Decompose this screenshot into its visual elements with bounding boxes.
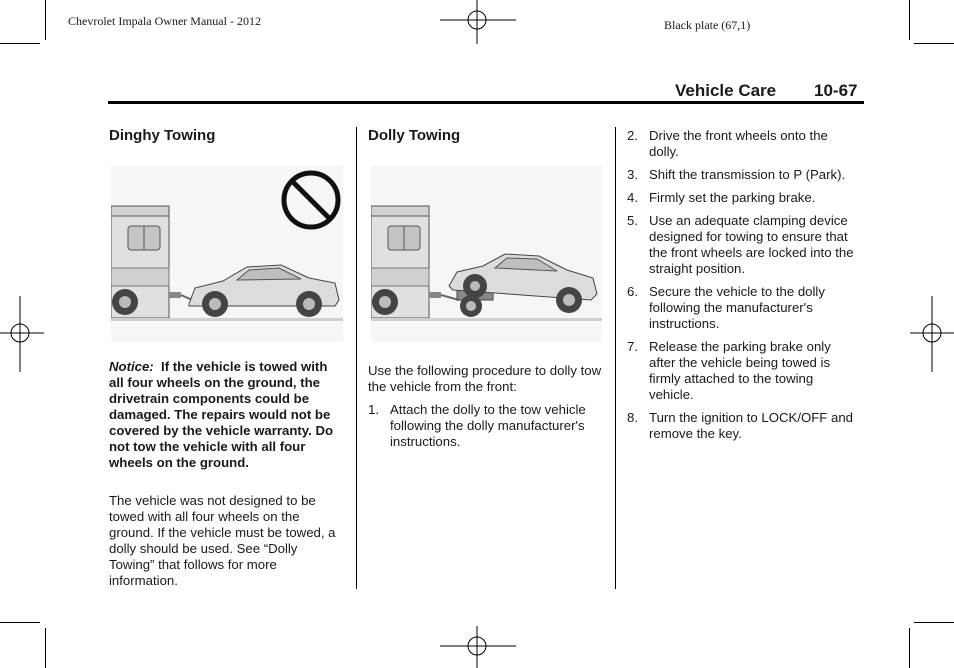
list-item bbox=[627, 410, 859, 442]
list-item-text: Use an adequate clamping device designed for towing to ensure that the front wheels are locked into the straight position. bbox=[649, 213, 854, 276]
crop-mark bbox=[0, 43, 40, 44]
column-divider bbox=[356, 127, 357, 589]
list-item-text: Secure the vehicle to the dolly following the manufacturer's instructions. bbox=[649, 284, 825, 331]
prohibition-icon bbox=[284, 173, 338, 227]
dinghy-towing-heading: Dinghy Towing bbox=[109, 127, 216, 144]
list-item-text: Shift the transmission to P (Park). bbox=[649, 167, 846, 182]
list-item bbox=[368, 402, 604, 450]
list-item-number: 4. bbox=[627, 190, 638, 205]
list-item-number: 2. bbox=[627, 128, 638, 143]
tow-vehicle-rv bbox=[371, 206, 441, 318]
dolly-intro-paragraph: Use the following procedure to dolly tow the vehicle from the front: bbox=[368, 363, 602, 394]
list-item-number: 7. bbox=[627, 339, 638, 354]
page-number: 10-67 bbox=[814, 81, 858, 100]
list-item bbox=[627, 190, 859, 206]
crop-mark bbox=[909, 628, 910, 668]
dolly-steps-list-1 bbox=[368, 402, 604, 457]
header-rule bbox=[108, 101, 864, 104]
notice-label: Notice: bbox=[109, 359, 154, 374]
list-item-number: 3. bbox=[627, 167, 638, 182]
running-header-left: Chevrolet Impala Owner Manual - 2012 bbox=[68, 14, 261, 28]
list-item bbox=[627, 128, 859, 160]
list-item-text: Drive the front wheels onto the dolly. bbox=[649, 128, 828, 159]
registration-mark-bottom bbox=[440, 626, 516, 668]
notice-paragraph bbox=[109, 359, 345, 471]
list-item bbox=[627, 284, 859, 332]
registration-mark-left bbox=[0, 296, 44, 372]
dinghy-towing-drawing bbox=[111, 166, 343, 342]
list-item-text: Firmly set the parking brake. bbox=[649, 190, 816, 205]
notice-text: If the vehicle is towed with all four wheels on the ground, the drivetrain components could be damaged. The repairs would not be covered by the vehicle warranty. Do not tow the vehicle with all four wheels on the ground. bbox=[109, 359, 334, 470]
list-item-number: 5. bbox=[627, 213, 638, 228]
dolly-towing-heading: Dolly Towing bbox=[368, 127, 461, 144]
running-header-right: Black plate (67,1) bbox=[664, 18, 751, 32]
towed-sedan bbox=[189, 265, 339, 317]
dolly-towing-illustration bbox=[371, 166, 602, 342]
column-divider bbox=[615, 127, 616, 589]
dinghy-towing-illustration bbox=[111, 166, 343, 342]
list-item bbox=[627, 339, 859, 403]
list-item-number: 1. bbox=[368, 402, 379, 417]
crop-mark bbox=[45, 628, 46, 668]
list-item-number: 6. bbox=[627, 284, 638, 299]
crop-mark bbox=[914, 622, 954, 623]
section-title: Vehicle Care bbox=[675, 81, 777, 100]
list-item-number: 8. bbox=[627, 410, 638, 425]
list-item-text: Release the parking brake only after the vehicle being towed is firmly attached to the towing vehicle. bbox=[649, 339, 831, 402]
crop-mark bbox=[0, 622, 40, 623]
dolly-towing-drawing bbox=[371, 166, 602, 342]
registration-mark-top bbox=[440, 0, 516, 44]
list-item bbox=[627, 167, 859, 183]
dinghy-body-paragraph: The vehicle was not designed to be towed with all four wheels on the ground. If the vehicle must be towed, a dolly should be used. See “Dolly Towing” that follows for more information. bbox=[109, 493, 336, 588]
tow-vehicle-rv bbox=[111, 206, 181, 318]
list-item-text: Turn the ignition to LOCK/OFF and remove the key. bbox=[649, 410, 854, 441]
crop-mark bbox=[45, 0, 46, 40]
crop-mark bbox=[914, 43, 954, 44]
list-item bbox=[627, 213, 859, 277]
list-item-text: Attach the dolly to the tow vehicle following the dolly manufacturer's instructions. bbox=[390, 402, 586, 449]
registration-mark-right bbox=[910, 296, 954, 372]
crop-mark bbox=[909, 0, 910, 40]
dolly-steps-list-2 bbox=[627, 128, 859, 449]
